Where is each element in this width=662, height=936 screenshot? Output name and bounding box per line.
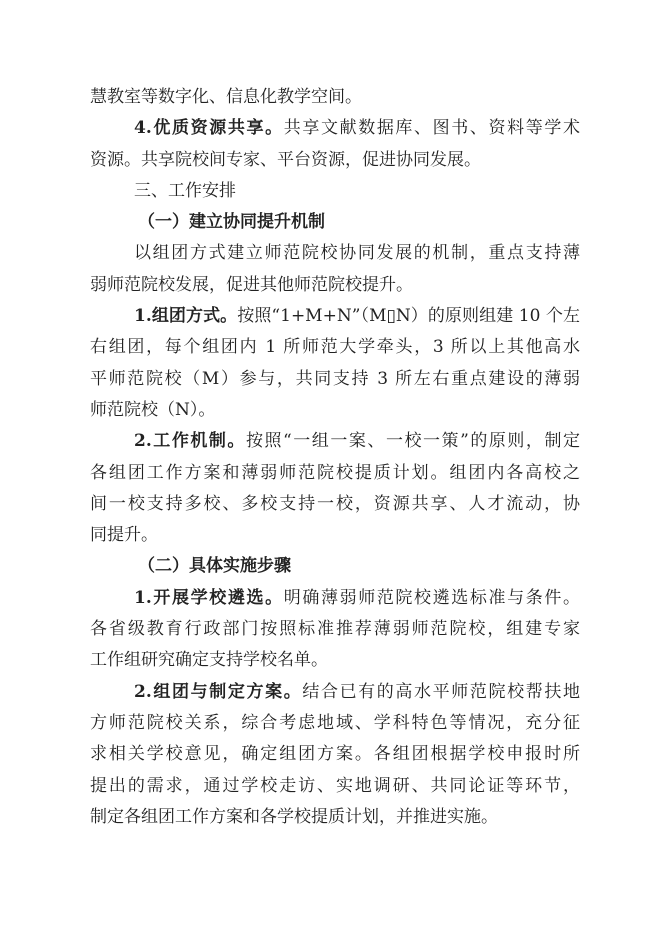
paragraph-line: 资源。共享院校间专家、平台资源，促进协同发展。 bbox=[90, 149, 481, 170]
item-text: 按照“1+M+N”（M▯N）的原则组建 10 个左 bbox=[237, 306, 580, 327]
item-text: 共享文献数据库、图书、资料等学术 bbox=[283, 118, 580, 139]
section-heading: 三、工作安排 bbox=[134, 180, 236, 201]
paragraph-line bbox=[90, 301, 580, 332]
paragraph-line bbox=[90, 113, 580, 144]
paragraph-line: 以组团方式建立师范院校协同发展的机制，重点支持薄 bbox=[134, 243, 580, 264]
paragraph-line: 师范院校（N）。 bbox=[90, 399, 216, 420]
paragraph-line bbox=[90, 677, 580, 708]
paragraph-line: 间一校支持多校、多校支持一校，资源共享、人才流动，协 bbox=[90, 493, 580, 514]
document-page bbox=[90, 82, 580, 833]
paragraph-line: 右组团，每个组团内 1 所师范大学牵头，3 所以上其他高水 bbox=[90, 337, 580, 358]
item-text: 按照“一组一案、一校一策”的原则，制定 bbox=[245, 431, 580, 452]
paragraph-line bbox=[90, 583, 580, 614]
paragraph-line: 求相关学校意见，确定组团方案。各组团根据学校申报时所 bbox=[90, 744, 580, 765]
paragraph-line: 工作组研究确定支持学校名单。 bbox=[90, 650, 328, 671]
paragraph-line: 各省级教育行政部门按照标准推荐薄弱师范院校，组建专家 bbox=[90, 619, 580, 640]
item-text: 结合已有的高水平师范院校帮扶地 bbox=[302, 681, 580, 702]
item-title: 1.组团方式。 bbox=[134, 306, 238, 327]
item-title: 4.优质资源共享。 bbox=[134, 118, 284, 139]
subsection-heading: （一）建立协同提升机制 bbox=[138, 212, 325, 233]
paragraph-line: 各组团工作方案和薄弱师范院校提质计划。组团内各高校之 bbox=[90, 462, 580, 483]
paragraph-line: 方师范院校关系，综合考虑地域、学科特色等情况，充分征 bbox=[90, 712, 580, 733]
paragraph-line: 平师范院校（M）参与，共同支持 3 所左右重点建设的薄弱 bbox=[90, 368, 580, 389]
item-title: 1.开展学校遴选。 bbox=[134, 587, 284, 608]
item-title: 2.工作机制。 bbox=[134, 431, 246, 452]
paragraph-line: 同提升。 bbox=[90, 525, 158, 546]
paragraph-line: 提出的需求，通过学校走访、实地调研、共同论证等环节， bbox=[90, 775, 580, 796]
paragraph-line bbox=[90, 426, 580, 457]
item-text: 明确薄弱师范院校遴选标准与条件。 bbox=[283, 587, 580, 608]
item-title: 2.组团与制定方案。 bbox=[134, 681, 303, 702]
paragraph-line: 制定各组团工作方案和各学校提质计划，并推进实施。 bbox=[90, 806, 498, 827]
paragraph-line: 弱师范院校发展，促进其他师范院校提升。 bbox=[90, 274, 413, 295]
subsection-heading: （二）具体实施步骤 bbox=[138, 556, 291, 577]
paragraph-line: 慧教室等数字化、信息化教学空间。 bbox=[90, 87, 362, 107]
